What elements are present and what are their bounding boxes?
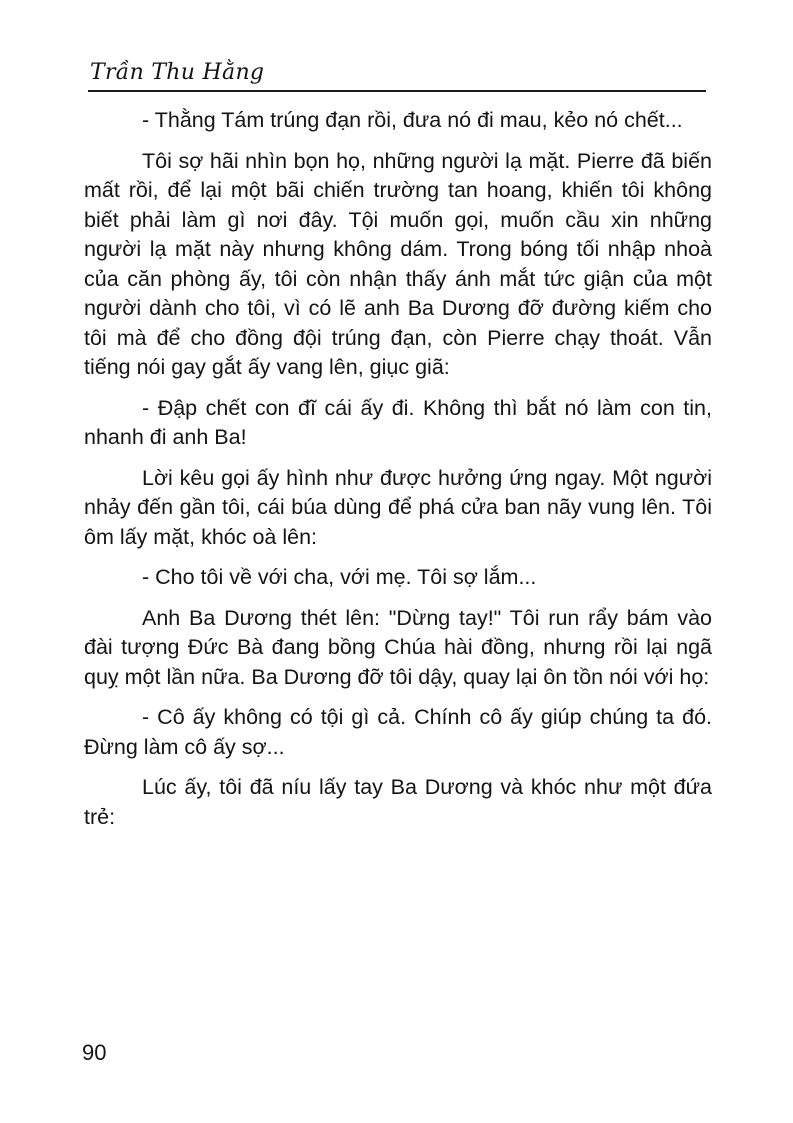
paragraph: - Cô ấy không có tội gì cả. Chính cô ấy giúp chúng ta đó. Đừng làm cô ấy sợ... (84, 705, 712, 759)
page-number: 90 (82, 1040, 107, 1065)
paragraph: Tôi sợ hãi nhìn bọn họ, những người lạ mặt. Pierre đã biến mất rồi, để lại một bãi chiến trường tan hoang, khiến tôi không biết phải làm gì nơi đây. Tội muốn gọi, muốn cầu xin những người lạ mặt này nhưng không dám. Trong bóng tối nhập nhoà của căn phòng ấy, tôi còn nhận thấy ánh mắt tức giận của một người dành cho tôi, vì có lẽ anh Ba Dương đỡ đường kiếm cho tôi mà để cho đồng đội trúng đạn, còn Pierre chạy thoát. Vẫn tiếng nói gay gắt ấy vang lên, giục giã: (84, 148, 712, 379)
paragraph: - Cho tôi về với cha, với mẹ. Tôi sợ lắm... (142, 565, 537, 589)
paragraph: Lúc ấy, tôi đã níu lấy tay Ba Dương và khóc như một đứa trẻ: (84, 775, 712, 829)
paragraph: Anh Ba Dương thét lên: "Dừng tay!" Tôi run rẩy bám vào đài tượng Đức Bà đang bồng Chúa hài đồng, nhưng rồi lại ngã quỵ một lần nữa. Ba Dương đỡ tôi dậy, quay lại ôn tồn nói với họ: (84, 605, 712, 689)
paragraph: Lời kêu gọi ấy hình như được hưởng ứng ngay. Một người nhảy đến gần tôi, cái búa dùng để phá cửa ban nãy vung lên. Tôi ôm lấy mặt, khóc oà lên: (84, 465, 712, 549)
page-body (84, 106, 712, 843)
paragraph: - Đập chết con đĩ cái ấy đi. Không thì bắt nó làm con tin, nhanh đi anh Ba! (84, 395, 712, 449)
running-header (88, 56, 706, 92)
paragraph: - Thằng Tám trúng đạn rồi, đưa nó đi mau, kẻo nó chết... (142, 108, 683, 132)
author-name: Trần Thu Hằng (90, 60, 265, 85)
